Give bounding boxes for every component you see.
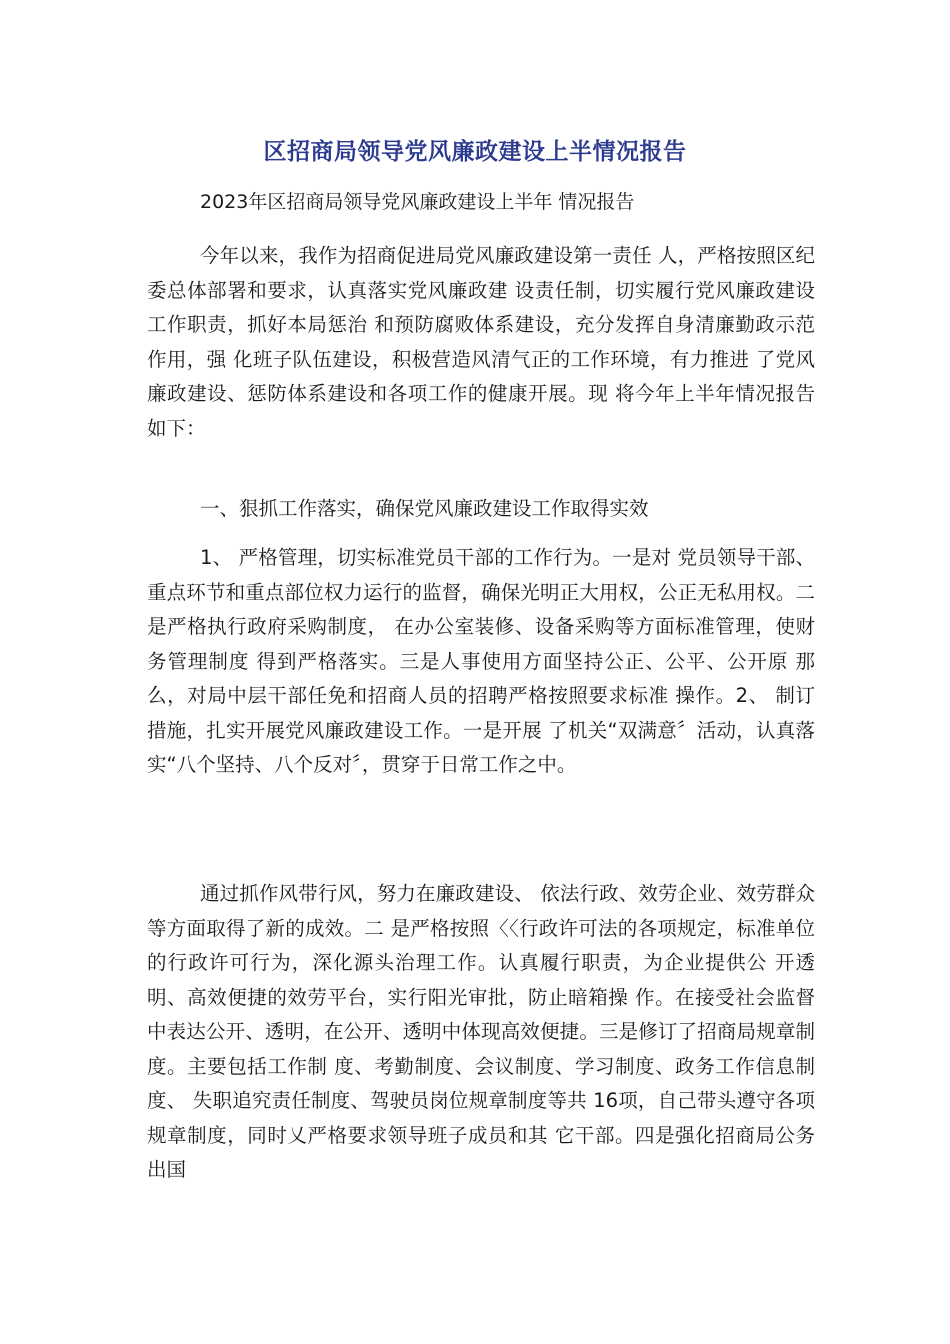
intro-paragraph: 今年以来，我作为招商促进局党风廉政建设第一责任 人，严格按照区纪委总体部署和要求，认真落实党风廉政建 设责任制，切实履行党风廉政建设工作职责，抓好本局惩治 和预防腐败体系建设，充分发挥自身清廉勤政示范作用，强 化班子队伍建设，积极营造风清气正的工作环境，有力推进 了党风廉政建设、惩防体系建设和各项工作的健康开展。现 将今年上半年情况报告如下： xyxy=(147,244,815,440)
section-heading-1: 一、狠抓工作落实，确保党风廉政建设工作取得实效 xyxy=(200,497,649,520)
document-title: 区招商局领导党风廉政建设上半情况报告 xyxy=(263,139,687,165)
item-2-paragraph: 通过抓作风带行风，努力在廉政建设、 依法行政、效劳企业、效劳群众等方面取得了新的成效。二 是严格按照〈〈行政许可法的各项规定，标准单位的行政许可行为，深化源头治理工作。认真履行职责，为企业提供公 开透明、高效便捷的效劳平台，实行阳光审批，防止暗箱操 作。在接受社会监督中表达公开、透明，在公开、透明中体现高效便捷。三是修订了招商局规章制度。主要包括工作制 度、考勤制度、会议制度、学习制度、政务工作信息制度、 失职追究责任制度、驾驶员岗位规章制度等共 16项，自己带头遵守各项规章制度，同时乂严格要求领导班子成员和其 它干部。四是强化招商局公务出国 xyxy=(147,882,815,1181)
item-1-paragraph: 1、 严格管理，切实标准党员干部的工作行为。一是对 党员领导干部、重点环节和重点部位权力运行的监督，确保光明正大用权，公正无私用权。二是严格执行政府采购制度， 在办公室装修、设备采购等方面标准管理，使财务管理制度 得到严格落实。三是人事使用方面坚持公正、公平、公开原 那么，对局中层干部任免和招商人员的招聘严格按照要求标准 操作。2、 制订措施，扎实开展党风廉政建设工作。一是开展 了机关“双满意〞活动，认真落实“八个坚持、八个反对〞，贯穿于日常工作之中。 xyxy=(147,546,815,776)
document-subtitle: 2023年区招商局领导党风廉政建设上半年 情况报告 xyxy=(200,191,635,213)
